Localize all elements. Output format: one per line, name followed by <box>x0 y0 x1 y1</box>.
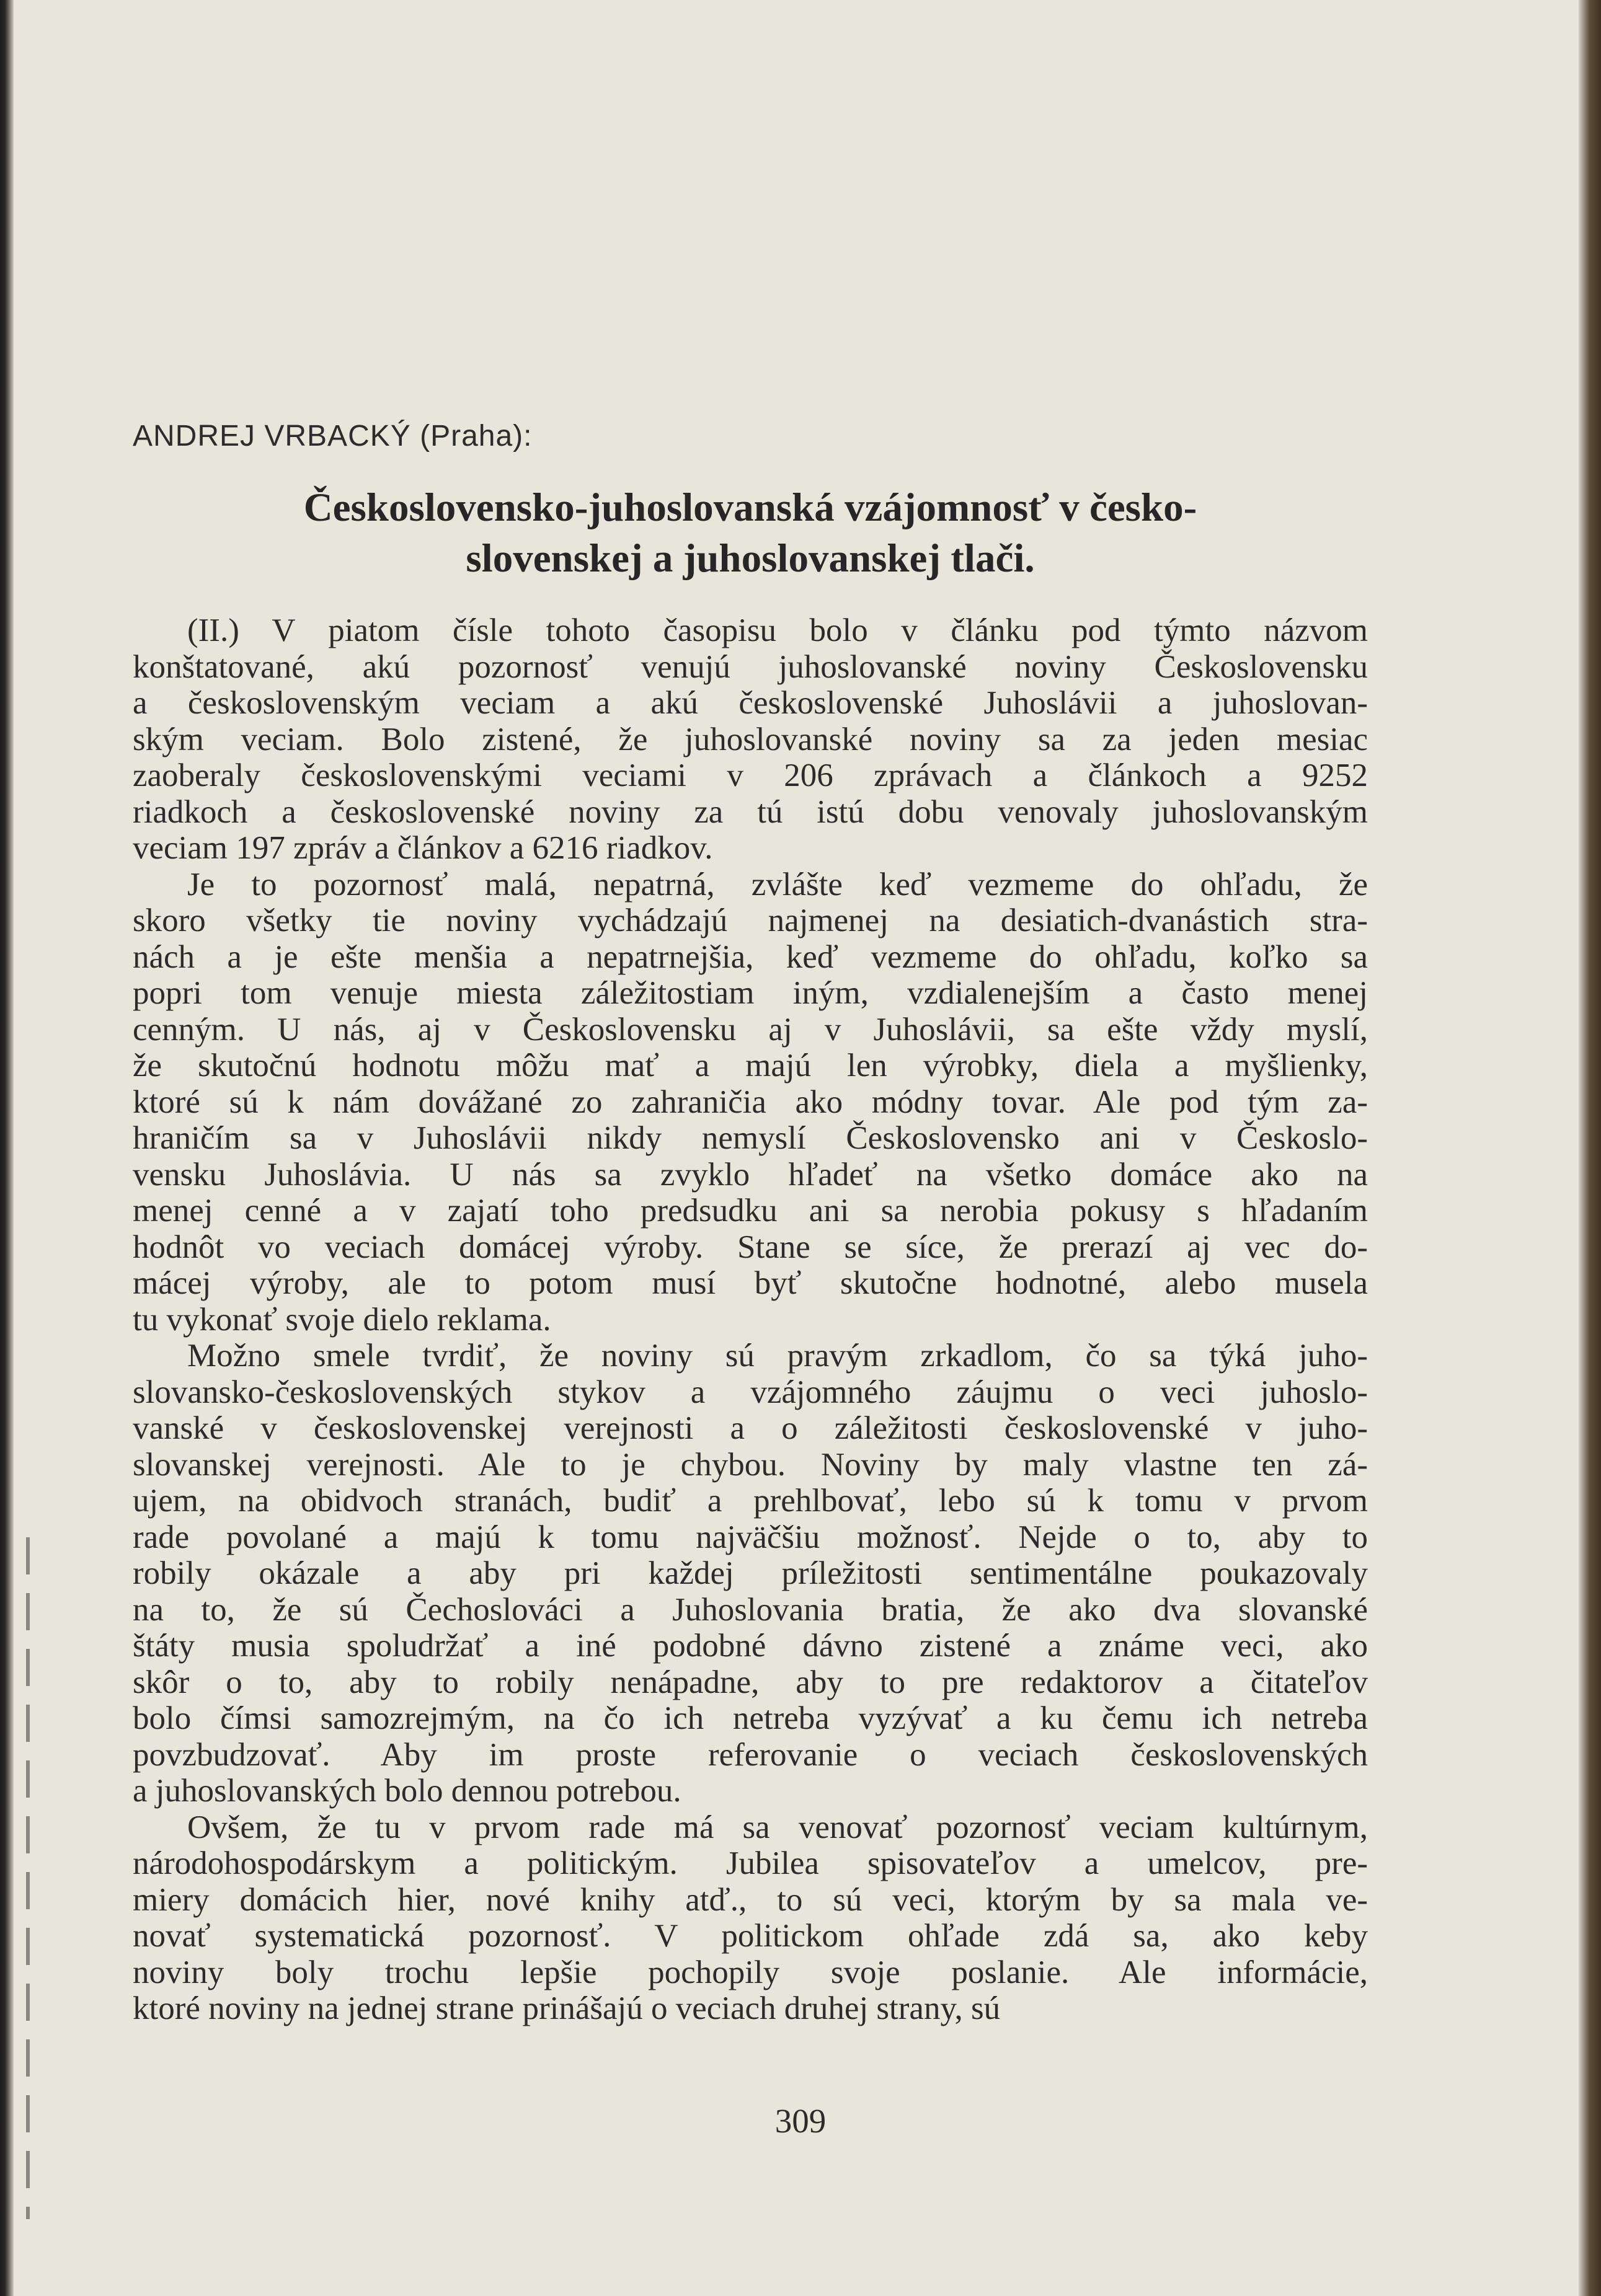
paragraph-line: hodnôt vo veciach domácej výroby. Stane se síce, že prerazí aj vec do- <box>133 1229 1368 1265</box>
paragraph-line: na to, že sú Čechoslováci a Juhoslovania bratia, že ako dva slovanské <box>133 1591 1368 1628</box>
paragraph-line: veciam 197 zpráv a článkov a 6216 riadkov. <box>133 830 713 866</box>
paragraph-line: rade povolané a majú k tomu najväčšiu možnosť. Nejde o to, aby to <box>133 1519 1368 1555</box>
paragraph <box>133 612 1368 867</box>
paragraph-line: bolo čímsi samozrejmým, na čo ich netreba vyzývať a ku čemu ich netreba <box>133 1700 1368 1736</box>
page-binding-edge-left <box>0 0 14 2296</box>
paragraph-line: ktoré sú k nám dovážané zo zahraničia ako módny tovar. Ale pod tým za- <box>133 1084 1368 1120</box>
paragraph-line: riadkoch a československé noviny za tú istú dobu venovaly juhoslovanským <box>133 793 1368 830</box>
paragraph-line: konštatované, akú pozornosť venujú juhoslovanské noviny Československu <box>133 648 1368 685</box>
title-line-2: slovenskej a juhoslovanskej tlači. <box>466 536 1035 581</box>
paragraph-line: miery domácich hier, nové knihy atď., to sú veci, ktorým by sa mala ve- <box>133 1881 1368 1918</box>
paragraph-line: že skutočnú hodnotu môžu mať a majú len výrobky, diela a myšlienky, <box>133 1048 1368 1084</box>
paragraph-line: vensku Juhoslávia. U nás sa zvyklo hľadeť na všetko domáce ako na <box>133 1156 1368 1193</box>
paragraph-line: cenným. U nás, aj v Československu aj v Juhoslávii, sa ešte vždy myslí, <box>133 1011 1368 1048</box>
paragraph-line: ským veciam. Bolo zistené, že juhoslovanské noviny sa za jeden mesiac <box>133 721 1368 757</box>
article-body <box>133 612 1368 2027</box>
article-title <box>133 482 1368 584</box>
paragraph-line: Možno smele tvrdiť, že noviny sú pravým zrkadlom, čo sa týká juho- <box>187 1338 1368 1374</box>
paragraph-line: národohospodárskym a politickým. Jubilea spisovateľov a umelcov, pre- <box>133 1845 1368 1881</box>
paragraph <box>133 1809 1368 2027</box>
paragraph <box>133 867 1368 1338</box>
paragraph-line: štáty musia spoludržať a iné podobné dávno zistené a známe veci, ako <box>133 1628 1368 1664</box>
paragraph-line: povzbudzovať. Aby im proste referovanie o veciach československých <box>133 1736 1368 1773</box>
paragraph-line: robily okázale a aby pri každej príležitosti sentimentálne poukazovaly <box>133 1555 1368 1591</box>
paragraph-line: menej cenné a v zajatí toho predsudku ani sa nerobia pokusy s hľadaním <box>133 1193 1368 1229</box>
article-author: ANDREJ VRBACKÝ (Praha): <box>133 420 533 453</box>
paragraph-line: skoro všetky tie noviny vychádzajú najmenej na desiatich-dvanástich stra- <box>133 903 1368 938</box>
paragraph <box>133 1338 1368 1809</box>
page-number: 309 <box>774 2102 827 2140</box>
paragraph-line: ktoré noviny na jednej strane prinášajú o veciach druhej strany, sú <box>133 1990 1001 2026</box>
paragraph-line: popri tom venuje miesta záležitostiam iným, vzdialenejším a často menej <box>133 975 1368 1011</box>
title-line-1: Československo-juhoslovanská vzájomnosť v česko- <box>303 485 1197 530</box>
paragraph-line: mácej výroby, ale to potom musí byť skutočne hodnotné, alebo musela <box>133 1265 1368 1301</box>
paragraph-line: (II.) V piatom čísle tohoto časopisu bolo v článku pod týmto názvom <box>187 612 1368 648</box>
paragraph-line: noviny boly trochu lepšie pochopily svoje poslanie. Ale informácie, <box>133 1954 1368 1990</box>
paragraph-line: nách a je ešte menšia a nepatrnejšia, keď vezmeme do ohľadu, koľko sa <box>133 938 1368 975</box>
paragraph-line: skôr o to, aby to robily nenápadne, aby to pre redaktorov a čitateľov <box>133 1664 1368 1700</box>
paragraph-line: slovanskej verejnosti. Ale to je chybou. Noviny by maly vlastne ten zá- <box>133 1446 1368 1483</box>
paragraph-line: slovansko-československých stykov a vzájomného záujmu o veci juhoslo- <box>133 1374 1368 1410</box>
page-edge-right <box>1579 0 1601 2296</box>
paragraph-line: tu vykonať svoje dielo reklama. <box>133 1301 551 1338</box>
paragraph-line: vanské v československej verejnosti a o záležitosti československé v juho- <box>133 1410 1368 1446</box>
paragraph-line: zaoberaly československými veciami v 206 zprávach a článkoch a 9252 <box>133 757 1368 793</box>
paragraph-line: ujem, na obidvoch stranách, budiť a prehlbovať, lebo sú k tomu v prvom <box>133 1483 1368 1519</box>
paragraph-line: hraničím sa v Juhoslávii nikdy nemyslí Československo ani v Českoslo- <box>133 1120 1368 1156</box>
paragraph-line: a československým veciam a akú československé Juhoslávii a juhoslovan- <box>133 685 1368 721</box>
paragraph-line: Ovšem, že tu v prvom rade má sa venovať pozornosť veciam kultúrnym, <box>187 1809 1368 1845</box>
paragraph-line: Je to pozornosť malá, nepatrná, zvlášte keď vezmeme do ohľadu, že <box>187 866 1368 903</box>
paragraph-line: a juhoslovanských bolo dennou potrebou. <box>133 1773 681 1809</box>
paragraph-line: novať systematická pozornosť. V politickom ohľade zdá sa, ako keby <box>133 1918 1368 1954</box>
